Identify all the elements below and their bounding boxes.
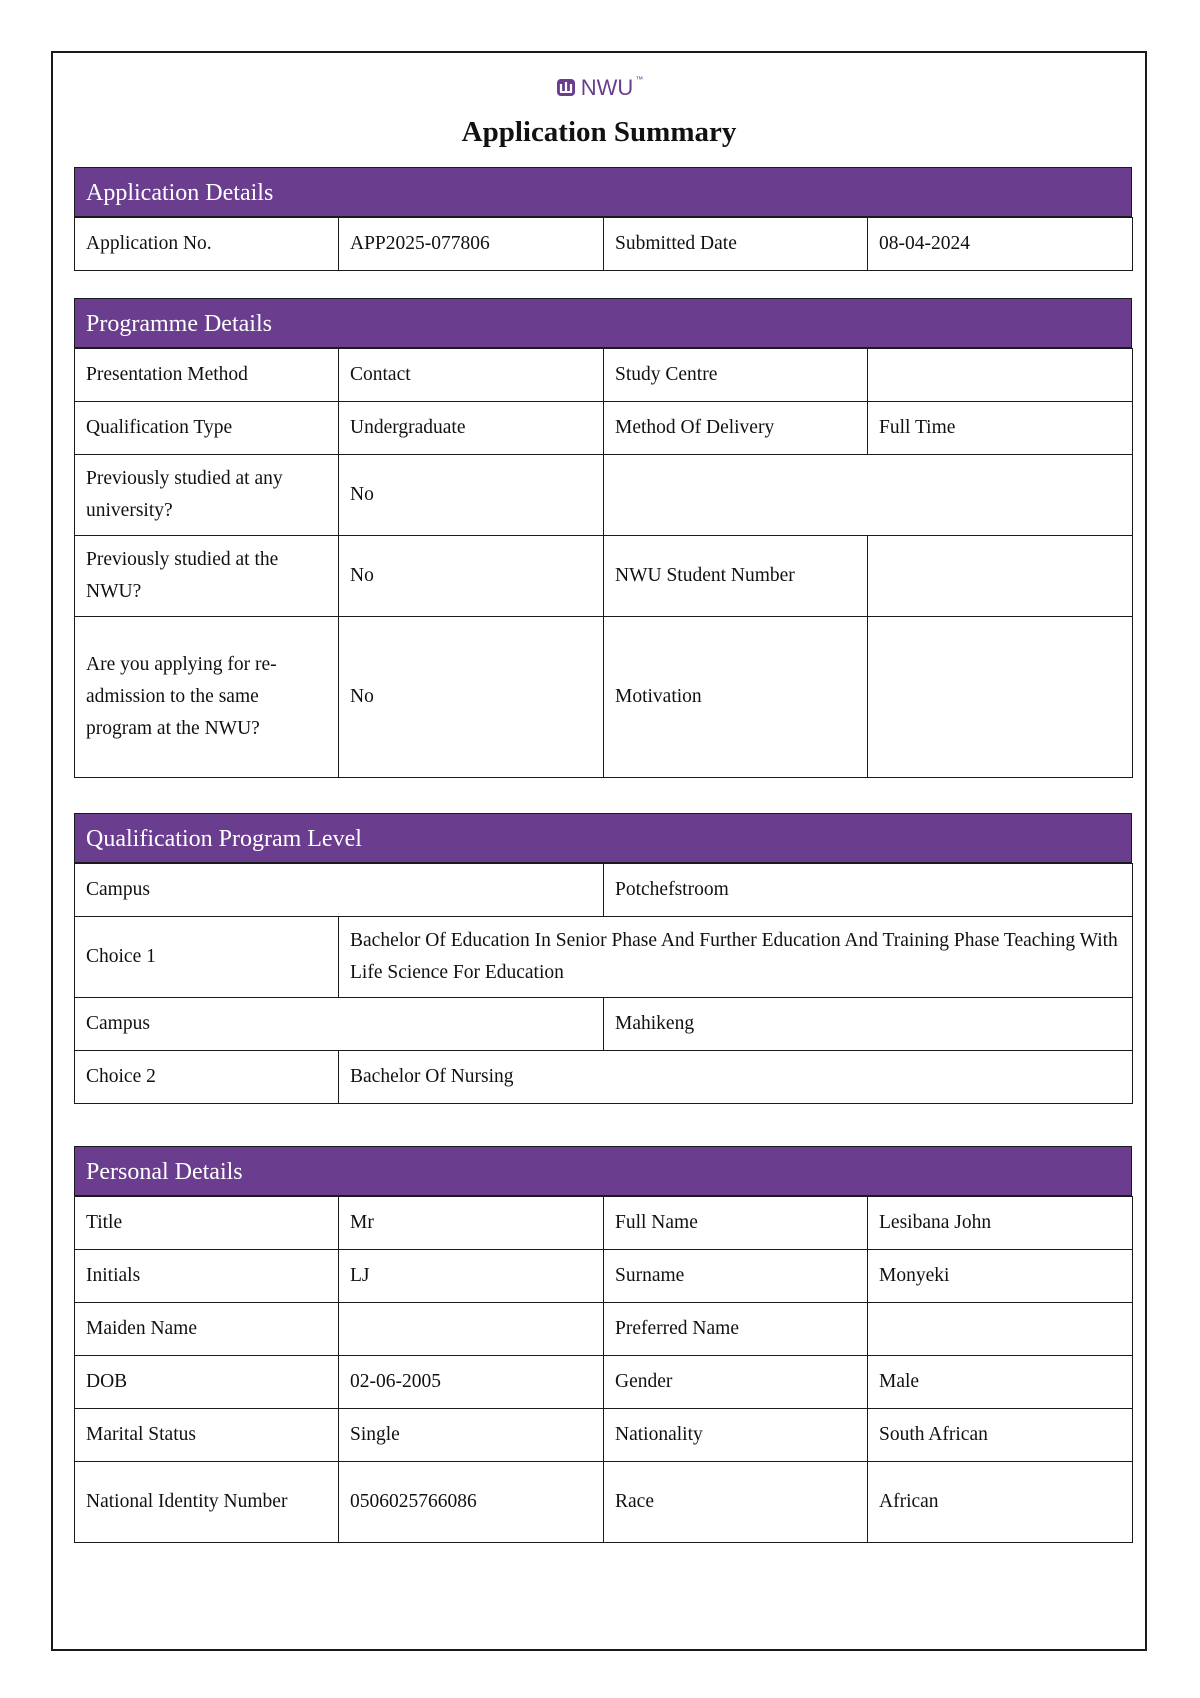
table-row — [75, 1356, 1133, 1409]
field-label: Initials — [75, 1250, 339, 1303]
field-label: NWU Student Number — [604, 536, 868, 617]
table-row — [75, 455, 1133, 536]
personal-details-section — [74, 1146, 1132, 1543]
field-value: No — [339, 536, 604, 617]
field-label: Title — [75, 1197, 339, 1250]
field-value: 0506025766086 — [339, 1462, 604, 1543]
field-value: African — [868, 1462, 1133, 1543]
section-heading: Programme Details — [74, 298, 1132, 348]
table-row — [75, 1197, 1133, 1250]
table-row — [75, 536, 1133, 617]
field-value: Bachelor Of Education In Senior Phase And Further Education And Training Phase Teaching With Life Science For Education — [339, 917, 1133, 998]
table-row — [75, 1303, 1133, 1356]
field-value: No — [339, 455, 604, 536]
field-label: Race — [604, 1462, 868, 1543]
section-heading: Qualification Program Level — [74, 813, 1132, 863]
field-label: DOB — [75, 1356, 339, 1409]
section-heading: Application Details — [74, 167, 1132, 217]
field-label: Choice 2 — [75, 1051, 339, 1104]
application-details-section — [74, 167, 1132, 271]
field-value: Mahikeng — [604, 998, 1133, 1051]
field-value: Full Time — [868, 402, 1133, 455]
field-value: Mr — [339, 1197, 604, 1250]
field-value: Potchefstroom — [604, 864, 1133, 917]
table-row — [75, 1462, 1133, 1543]
programme-details-table — [74, 348, 1133, 778]
logo-text: NWU — [580, 75, 634, 100]
field-label: Campus — [75, 864, 604, 917]
field-label: National Identity Number — [75, 1462, 339, 1543]
logo-trademark: ™ — [635, 75, 644, 84]
table-row — [75, 402, 1133, 455]
table-row — [75, 864, 1133, 917]
field-value: South African — [868, 1409, 1133, 1462]
field-value: Single — [339, 1409, 604, 1462]
table-row — [75, 1051, 1133, 1104]
field-label: Qualification Type — [75, 402, 339, 455]
empty-cell — [604, 455, 1133, 536]
table-row — [75, 617, 1133, 778]
field-label: Submitted Date — [604, 218, 868, 271]
qualification-program-level-section — [74, 813, 1132, 1104]
field-label: Nationality — [604, 1409, 868, 1462]
field-value: Male — [868, 1356, 1133, 1409]
personal-details-table — [74, 1196, 1133, 1543]
programme-details-section — [74, 298, 1132, 778]
table-row — [75, 349, 1133, 402]
field-value — [868, 1303, 1133, 1356]
field-value: APP2025-077806 — [339, 218, 604, 271]
field-value — [868, 349, 1133, 402]
table-row — [75, 917, 1133, 998]
section-heading: Personal Details — [74, 1146, 1132, 1196]
field-label: Campus — [75, 998, 604, 1051]
table-row — [75, 1409, 1133, 1462]
field-label: Method Of Delivery — [604, 402, 868, 455]
field-label: Study Centre — [604, 349, 868, 402]
field-label: Preferred Name — [604, 1303, 868, 1356]
page-frame — [51, 51, 1147, 1651]
field-label: Full Name — [604, 1197, 868, 1250]
field-value: 02-06-2005 — [339, 1356, 604, 1409]
nwu-emblem-icon — [555, 76, 577, 104]
document-title: Application Summary — [461, 116, 737, 148]
field-label: Are you applying for re-admission to the same program at the NWU? — [75, 617, 339, 778]
field-label: Maiden Name — [75, 1303, 339, 1356]
field-label: Surname — [604, 1250, 868, 1303]
qualification-table — [74, 863, 1133, 1104]
field-label: Marital Status — [75, 1409, 339, 1462]
field-value — [868, 536, 1133, 617]
field-value — [868, 617, 1133, 778]
field-label: Gender — [604, 1356, 868, 1409]
field-value: Bachelor Of Nursing — [339, 1051, 1133, 1104]
field-value: Contact — [339, 349, 604, 402]
field-label: Choice 1 — [75, 917, 339, 998]
nwu-logo — [53, 75, 1145, 104]
field-value: Monyeki — [868, 1250, 1133, 1303]
table-row — [75, 1250, 1133, 1303]
field-label: Presentation Method — [75, 349, 339, 402]
application-details-table — [74, 217, 1133, 271]
field-value: 08-04-2024 — [868, 218, 1133, 271]
field-label: Motivation — [604, 617, 868, 778]
field-value: Lesibana John — [868, 1197, 1133, 1250]
field-value: Undergraduate — [339, 402, 604, 455]
field-label: Previously studied at the NWU? — [75, 536, 339, 617]
field-value: No — [339, 617, 604, 778]
field-value — [339, 1303, 604, 1356]
table-row — [75, 218, 1133, 271]
field-label: Previously studied at any university? — [75, 455, 339, 536]
field-label: Application No. — [75, 218, 339, 271]
table-row — [75, 998, 1133, 1051]
field-value: LJ — [339, 1250, 604, 1303]
